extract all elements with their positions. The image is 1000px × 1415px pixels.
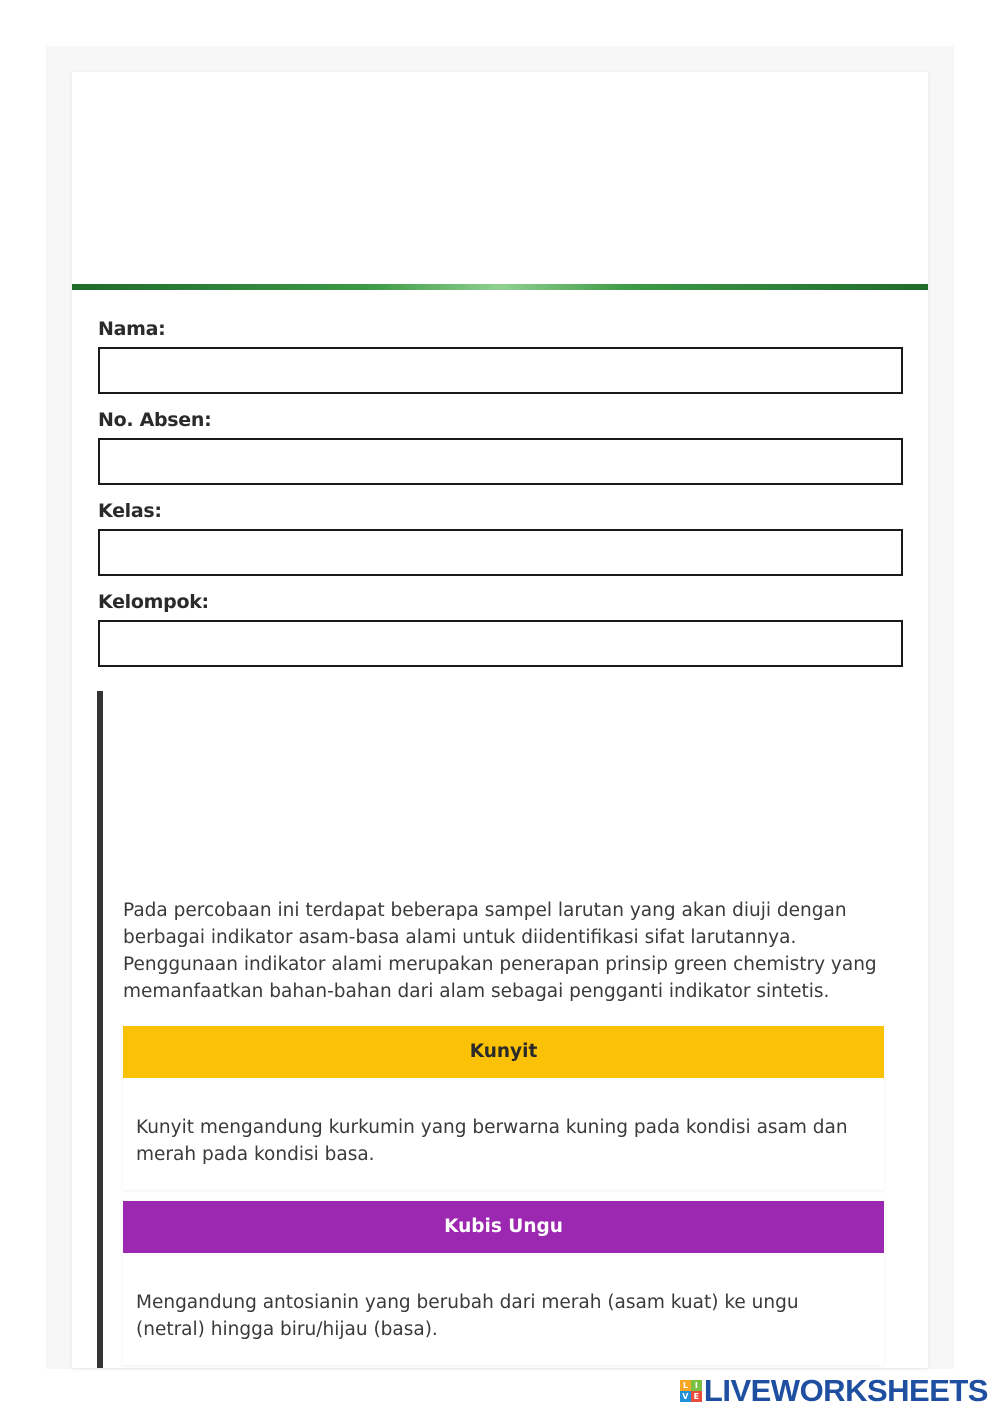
logo-tile: L	[680, 1380, 691, 1391]
liveworksheets-logo-icon	[680, 1380, 702, 1402]
indicator-card-kunyit	[123, 1026, 884, 1190]
liveworksheets-logo	[680, 1373, 988, 1409]
worksheet-card	[72, 72, 928, 1368]
indicator-description-kubis-ungu: Mengandung antosianin yang berubah dari merah (asam kuat) ke ungu (netral) hingga biru/hijau (basa).	[136, 1292, 799, 1340]
logo-tile: V	[680, 1391, 691, 1402]
indicator-card-kubis-ungu	[123, 1201, 884, 1365]
logo-tile: E	[691, 1391, 702, 1402]
kelompok-input[interactable]	[98, 620, 903, 667]
indicator-description-kunyit: Kunyit mengandung kurkumin yang berwarna kuning pada kondisi asam dan merah pada kondisi basa.	[136, 1117, 848, 1165]
header-banner-area	[72, 72, 928, 284]
logo-tile: I	[691, 1380, 702, 1391]
header-divider	[72, 284, 928, 290]
nama-label: Nama:	[98, 318, 166, 340]
indicator-header-kubis-ungu: Kubis Ungu	[123, 1201, 884, 1253]
no-absen-input[interactable]	[98, 438, 903, 485]
kelas-input[interactable]	[98, 529, 903, 576]
kelas-label: Kelas:	[98, 500, 162, 522]
section-accent-bar	[97, 691, 103, 1368]
nama-input[interactable]	[98, 347, 903, 394]
no-absen-label: No. Absen:	[98, 409, 212, 431]
kelompok-label: Kelompok:	[98, 591, 209, 613]
liveworksheets-wordmark: LIVEWORKSHEETS	[703, 1373, 988, 1408]
section-image-placeholder	[122, 702, 882, 892]
indicator-header-kunyit: Kunyit	[123, 1026, 884, 1078]
intro-paragraph: Pada percobaan ini terdapat beberapa sampel larutan yang akan diuji dengan berbagai indikator asam-basa alami untuk diidentifikasi sifat larutannya. Penggunaan indikator alami merupakan penerapan prinsip green chemistry yang memanfaatkan bahan-bahan dari alam sebagai pengganti indikator sintetis.	[123, 900, 877, 1002]
